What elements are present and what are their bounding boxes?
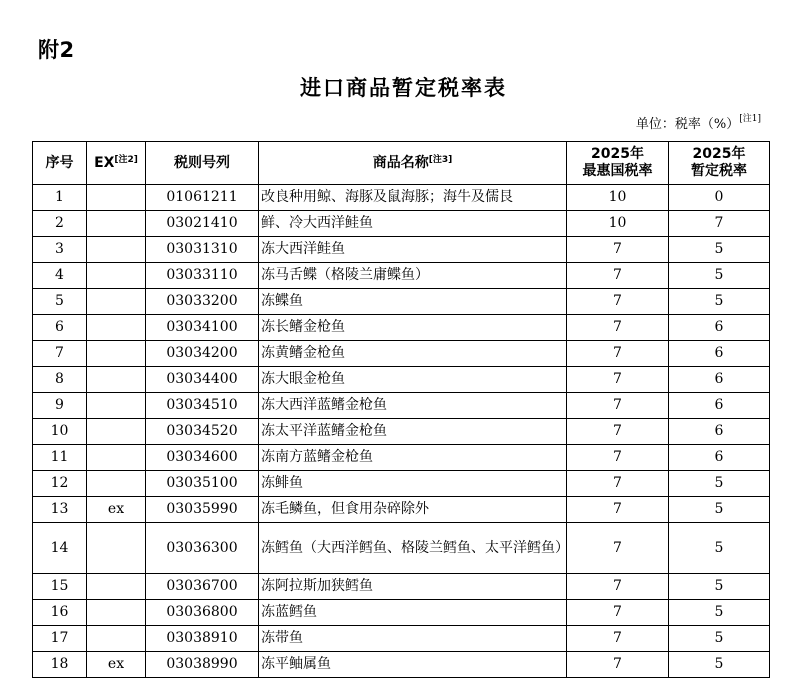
row-seq: 9 — [33, 393, 87, 419]
row-ex — [87, 263, 146, 289]
row-seq: 13 — [33, 497, 87, 523]
table-row — [33, 626, 770, 652]
row-seq: 15 — [33, 574, 87, 600]
row-code: 03036700 — [146, 574, 259, 600]
table-header-row — [33, 142, 770, 185]
row-seq: 1 — [33, 185, 87, 211]
row-name: 冻太平洋蓝鳍金枪鱼 — [259, 419, 567, 445]
row-name: 冻黄鳍金枪鱼 — [259, 341, 567, 367]
table-row — [33, 523, 770, 574]
row-provisional-rate: 5 — [669, 652, 770, 678]
row-ex — [87, 289, 146, 315]
row-name: 冻大西洋蓝鳍金枪鱼 — [259, 393, 567, 419]
row-provisional-rate: 5 — [669, 523, 770, 574]
table-row — [33, 445, 770, 471]
header-code: 税则号列 — [146, 142, 259, 185]
row-provisional-rate: 6 — [669, 367, 770, 393]
row-code: 03034400 — [146, 367, 259, 393]
table-row — [33, 185, 770, 211]
row-name: 冻鲱鱼 — [259, 471, 567, 497]
header-ex-label: EX — [94, 154, 115, 171]
unit-note — [636, 113, 761, 132]
row-code: 01061211 — [146, 185, 259, 211]
header-provisional-rate — [669, 142, 770, 185]
row-ex — [87, 574, 146, 600]
row-provisional-rate: 6 — [669, 393, 770, 419]
row-code: 03038910 — [146, 626, 259, 652]
row-name: 改良种用鲸、海豚及鼠海豚；海牛及儒艮 — [259, 185, 567, 211]
page-title: 进口商品暂定税率表 — [300, 76, 507, 100]
table-row — [33, 497, 770, 523]
row-mfn-rate: 7 — [567, 626, 669, 652]
row-mfn-rate: 7 — [567, 289, 669, 315]
row-name: 冻南方蓝鳍金枪鱼 — [259, 445, 567, 471]
header-name-label: 商品名称 — [372, 154, 429, 171]
row-name: 冻大眼金枪鱼 — [259, 367, 567, 393]
row-code: 03034100 — [146, 315, 259, 341]
unit-footnote: [注1] — [739, 114, 761, 124]
header-ex-note: [注2] — [114, 154, 138, 165]
row-seq: 7 — [33, 341, 87, 367]
row-ex — [87, 471, 146, 497]
row-provisional-rate: 5 — [669, 497, 770, 523]
row-code: 03034600 — [146, 445, 259, 471]
row-provisional-rate: 5 — [669, 574, 770, 600]
table-row — [33, 419, 770, 445]
row-provisional-rate: 6 — [669, 315, 770, 341]
row-provisional-rate: 5 — [669, 471, 770, 497]
table-row — [33, 471, 770, 497]
row-seq: 8 — [33, 367, 87, 393]
row-mfn-rate: 7 — [567, 419, 669, 445]
row-seq: 4 — [33, 263, 87, 289]
row-ex — [87, 445, 146, 471]
header-prov-line1: 2025年 — [692, 146, 746, 162]
row-provisional-rate: 5 — [669, 600, 770, 626]
header-mfn-line1: 2025年 — [591, 146, 644, 162]
row-seq: 6 — [33, 315, 87, 341]
row-ex: ex — [87, 497, 146, 523]
row-provisional-rate: 5 — [669, 237, 770, 263]
table-row — [33, 574, 770, 600]
header-mfn-rate — [567, 142, 669, 185]
row-seq: 2 — [33, 211, 87, 237]
row-code: 03034520 — [146, 419, 259, 445]
row-name: 冻鲽鱼 — [259, 289, 567, 315]
row-ex — [87, 419, 146, 445]
row-mfn-rate: 7 — [567, 600, 669, 626]
row-provisional-rate: 5 — [669, 289, 770, 315]
row-seq: 16 — [33, 600, 87, 626]
row-ex — [87, 523, 146, 574]
tariff-table — [32, 141, 770, 678]
row-code: 03036800 — [146, 600, 259, 626]
row-ex — [87, 315, 146, 341]
row-ex — [87, 185, 146, 211]
row-code: 03021410 — [146, 211, 259, 237]
table-row — [33, 237, 770, 263]
row-ex — [87, 341, 146, 367]
row-mfn-rate: 7 — [567, 393, 669, 419]
row-seq: 5 — [33, 289, 87, 315]
row-ex — [87, 211, 146, 237]
row-seq: 10 — [33, 419, 87, 445]
row-name: 冻带鱼 — [259, 626, 567, 652]
row-seq: 18 — [33, 652, 87, 678]
row-mfn-rate: 7 — [567, 263, 669, 289]
row-name: 冻平鲉属鱼 — [259, 652, 567, 678]
row-mfn-rate: 7 — [567, 341, 669, 367]
row-seq: 14 — [33, 523, 87, 574]
row-mfn-rate: 10 — [567, 211, 669, 237]
table-row — [33, 211, 770, 237]
table-row — [33, 393, 770, 419]
row-provisional-rate: 6 — [669, 419, 770, 445]
row-seq: 17 — [33, 626, 87, 652]
table-row — [33, 367, 770, 393]
row-code: 03035990 — [146, 497, 259, 523]
row-code: 03038990 — [146, 652, 259, 678]
row-code: 03036300 — [146, 523, 259, 574]
row-ex — [87, 626, 146, 652]
row-seq: 11 — [33, 445, 87, 471]
row-name: 鲜、冷大西洋鲑鱼 — [259, 211, 567, 237]
annex-label: 附2 — [38, 38, 75, 62]
row-provisional-rate: 5 — [669, 263, 770, 289]
unit-text: 单位：税率（%） — [635, 117, 740, 132]
row-ex: ex — [87, 652, 146, 678]
row-code: 03031310 — [146, 237, 259, 263]
row-provisional-rate: 6 — [669, 445, 770, 471]
row-mfn-rate: 7 — [567, 652, 669, 678]
row-name: 冻鳕鱼（大西洋鳕鱼、格陵兰鳕鱼、太平洋鳕鱼） — [259, 523, 567, 574]
row-mfn-rate: 7 — [567, 367, 669, 393]
row-mfn-rate: 7 — [567, 471, 669, 497]
row-provisional-rate: 5 — [669, 626, 770, 652]
row-mfn-rate: 7 — [567, 237, 669, 263]
row-mfn-rate: 7 — [567, 523, 669, 574]
row-ex — [87, 393, 146, 419]
row-code: 03034510 — [146, 393, 259, 419]
row-name: 冻马舌鲽（格陵兰庸鲽鱼） — [259, 263, 567, 289]
header-mfn-line2: 最惠国税率 — [582, 163, 653, 179]
table-row — [33, 652, 770, 678]
header-name-note: [注3] — [428, 154, 453, 165]
row-mfn-rate: 10 — [567, 185, 669, 211]
row-mfn-rate: 7 — [567, 315, 669, 341]
table-row — [33, 263, 770, 289]
header-seq: 序号 — [33, 142, 87, 185]
row-mfn-rate: 7 — [567, 574, 669, 600]
row-name: 冻毛鳞鱼，但食用杂碎除外 — [259, 497, 567, 523]
table-row — [33, 341, 770, 367]
header-ex — [87, 142, 146, 185]
row-name: 冻长鳍金枪鱼 — [259, 315, 567, 341]
row-code: 03035100 — [146, 471, 259, 497]
header-name — [259, 142, 567, 185]
row-name: 冻阿拉斯加狭鳕鱼 — [259, 574, 567, 600]
row-provisional-rate: 0 — [669, 185, 770, 211]
row-ex — [87, 367, 146, 393]
row-name: 冻蓝鳕鱼 — [259, 600, 567, 626]
table-row — [33, 289, 770, 315]
row-code: 03033200 — [146, 289, 259, 315]
table-row — [33, 600, 770, 626]
row-mfn-rate: 7 — [567, 445, 669, 471]
row-provisional-rate: 7 — [669, 211, 770, 237]
row-code: 03034200 — [146, 341, 259, 367]
row-seq: 12 — [33, 471, 87, 497]
row-mfn-rate: 7 — [567, 497, 669, 523]
row-ex — [87, 600, 146, 626]
row-provisional-rate: 6 — [669, 341, 770, 367]
row-ex — [87, 237, 146, 263]
header-prov-line2: 暂定税率 — [691, 163, 747, 179]
row-code: 03033110 — [146, 263, 259, 289]
table-row — [33, 315, 770, 341]
row-seq: 3 — [33, 237, 87, 263]
row-name: 冻大西洋鲑鱼 — [259, 237, 567, 263]
